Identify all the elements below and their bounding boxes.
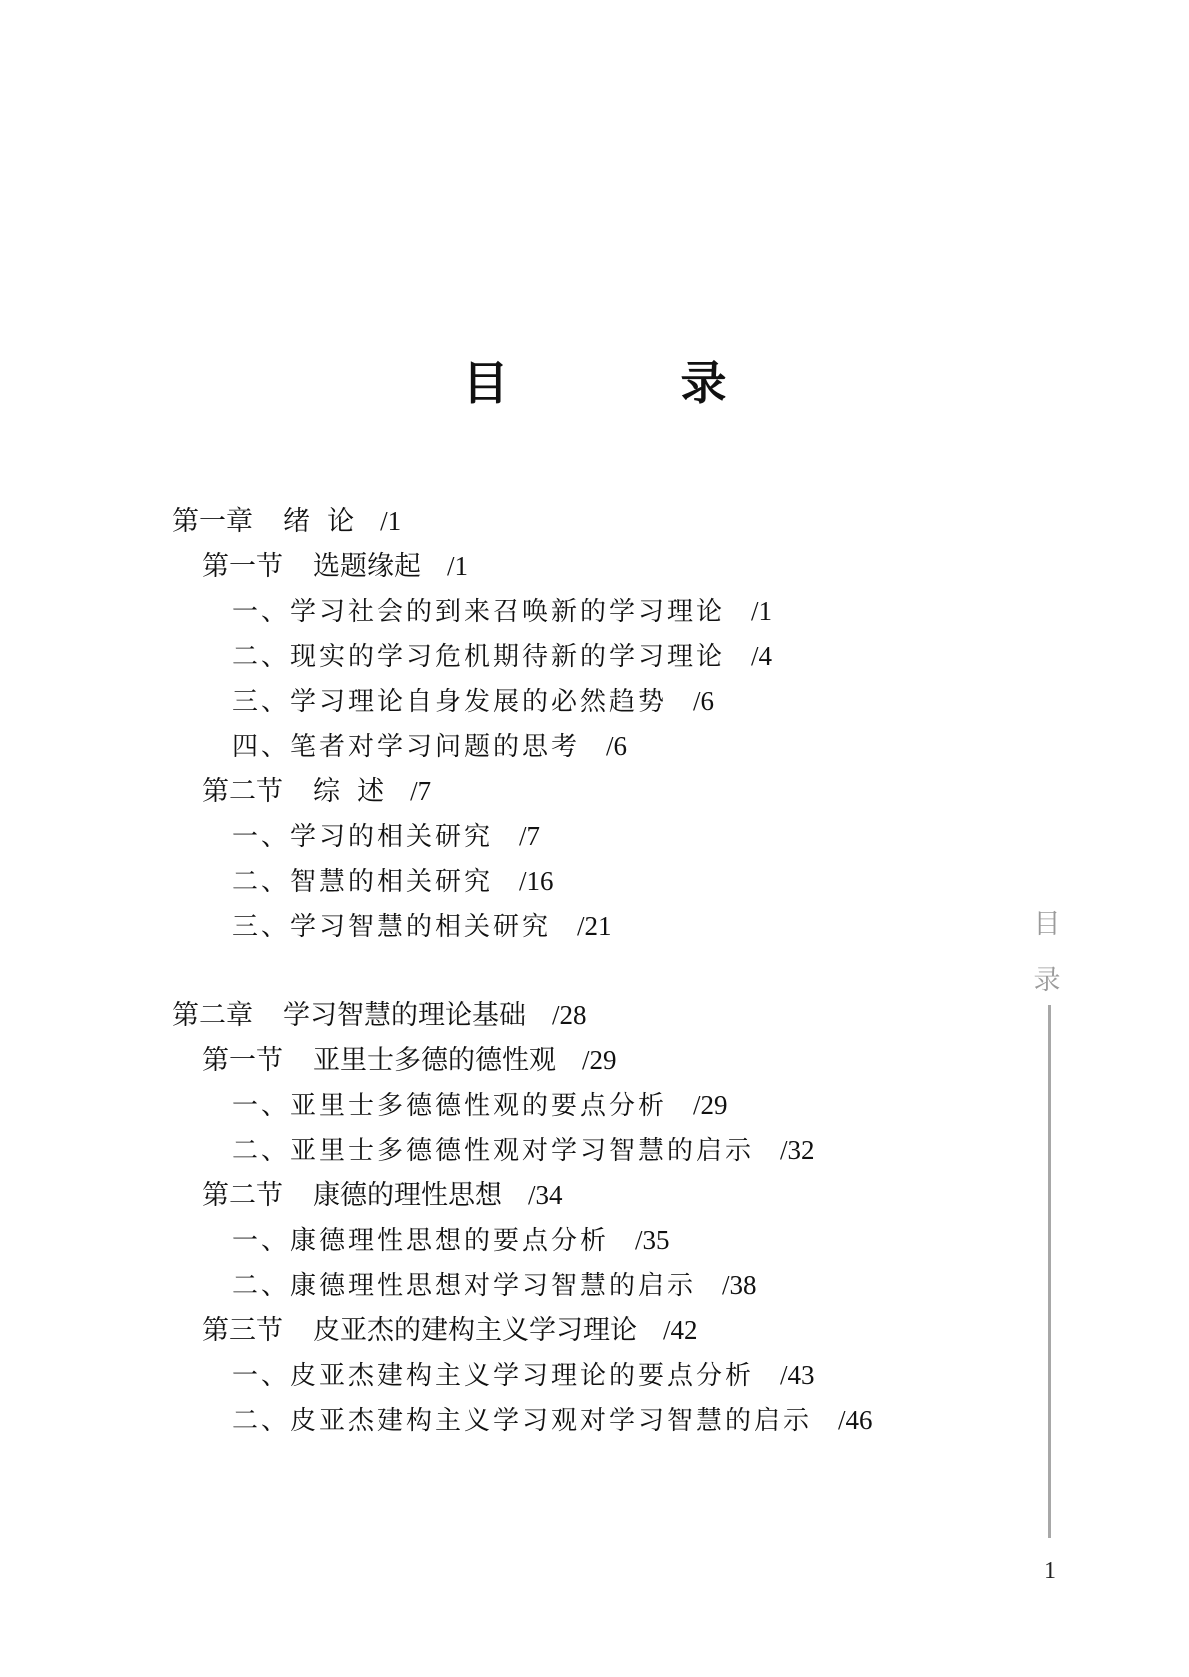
toc-page-number: /1 <box>751 596 773 626</box>
toc-label: 第一节 <box>202 551 283 582</box>
toc-section[interactable] <box>202 1312 698 1349</box>
toc-title: 皮亚杰的建构主义学习理论 <box>313 1315 637 1346</box>
toc-page-number: /1 <box>380 506 402 536</box>
toc-page-number: /35 <box>635 1225 670 1255</box>
toc-title: 康德的理性思想 <box>313 1180 502 1211</box>
toc-item[interactable] <box>232 1132 815 1169</box>
toc-page-number: /4 <box>751 641 773 671</box>
toc-label: 第二节 <box>202 776 283 807</box>
toc-item[interactable] <box>232 908 612 945</box>
toc-title: 一、学习的相关研究 <box>232 822 494 852</box>
toc-item[interactable] <box>232 683 714 720</box>
toc-page-number: /46 <box>838 1405 873 1435</box>
toc-page-number: /1 <box>447 551 469 581</box>
toc-title: 一、亚里士多德德性观的要点分析 <box>232 1091 668 1121</box>
toc-section[interactable] <box>202 548 468 585</box>
toc-title: 二、康德理性思想对学习智慧的启示 <box>232 1271 697 1301</box>
toc-page-number: /29 <box>693 1090 728 1120</box>
toc-page-number: /29 <box>582 1045 617 1075</box>
toc-item[interactable] <box>232 1402 873 1439</box>
side-tab-label-2: 录 <box>1033 965 1061 996</box>
toc-section[interactable] <box>202 773 431 810</box>
toc-label: 第二章 <box>172 1000 253 1031</box>
toc-page-number: /28 <box>552 1000 587 1030</box>
toc-page-number: /6 <box>693 686 715 716</box>
toc-title: 二、亚里士多德德性观对学习智慧的启示 <box>232 1136 755 1166</box>
toc-title: 学习智慧的理论基础 <box>283 1000 526 1031</box>
toc-page-number: /34 <box>528 1180 563 1210</box>
toc-label: 第一章 <box>172 506 253 537</box>
toc-item[interactable] <box>232 818 540 855</box>
page-title: 目 录 <box>462 356 805 410</box>
toc-title: 三、学习理论自身发展的必然趋势 <box>232 687 668 717</box>
toc-title: 绪 论 <box>283 506 355 537</box>
toc-item[interactable] <box>232 728 627 765</box>
toc-title: 四、笔者对学习问题的思考 <box>232 732 581 762</box>
toc-title: 一、学习社会的到来召唤新的学习理论 <box>232 597 726 627</box>
toc-title: 二、现实的学习危机期待新的学习理论 <box>232 642 726 672</box>
toc-page-number: /7 <box>410 776 432 806</box>
toc-item[interactable] <box>232 1357 815 1394</box>
side-tab-label-1: 目 <box>1033 909 1061 940</box>
toc-title: 一、康德理性思想的要点分析 <box>232 1226 610 1256</box>
toc-page-number: /42 <box>663 1315 698 1345</box>
toc-page-number: /21 <box>577 911 612 941</box>
toc-title: 亚里士多德的德性观 <box>313 1045 556 1076</box>
toc-item[interactable] <box>232 1222 670 1259</box>
toc-page-number: /7 <box>519 821 541 851</box>
toc-item[interactable] <box>232 638 772 675</box>
toc-title: 综 述 <box>313 776 385 807</box>
toc-page-number: /32 <box>780 1135 815 1165</box>
toc-label: 第二节 <box>202 1180 283 1211</box>
toc-title: 三、学习智慧的相关研究 <box>232 912 552 942</box>
toc-page-number: /38 <box>722 1270 757 1300</box>
toc-page-number: /16 <box>519 866 554 896</box>
side-divider-line <box>1048 1005 1051 1538</box>
toc-page-number: /6 <box>606 731 628 761</box>
toc-item[interactable] <box>232 1267 757 1304</box>
toc-section[interactable] <box>202 1042 617 1079</box>
page-number: 1 <box>1044 1558 1056 1584</box>
toc-title: 选题缘起 <box>313 551 421 582</box>
toc-title: 二、智慧的相关研究 <box>232 867 494 897</box>
toc-item[interactable] <box>232 593 772 630</box>
toc-page-number: /43 <box>780 1360 815 1390</box>
toc-section[interactable] <box>202 1177 563 1214</box>
toc-item[interactable] <box>232 863 554 900</box>
toc-item[interactable] <box>232 1087 728 1124</box>
toc-title: 二、皮亚杰建构主义学习观对学习智慧的启示 <box>232 1406 813 1436</box>
toc-label: 第一节 <box>202 1045 283 1076</box>
toc-title: 一、皮亚杰建构主义学习理论的要点分析 <box>232 1361 755 1391</box>
toc-chapter[interactable] <box>172 503 401 540</box>
toc-chapter[interactable] <box>172 997 587 1034</box>
toc-label: 第三节 <box>202 1315 283 1346</box>
